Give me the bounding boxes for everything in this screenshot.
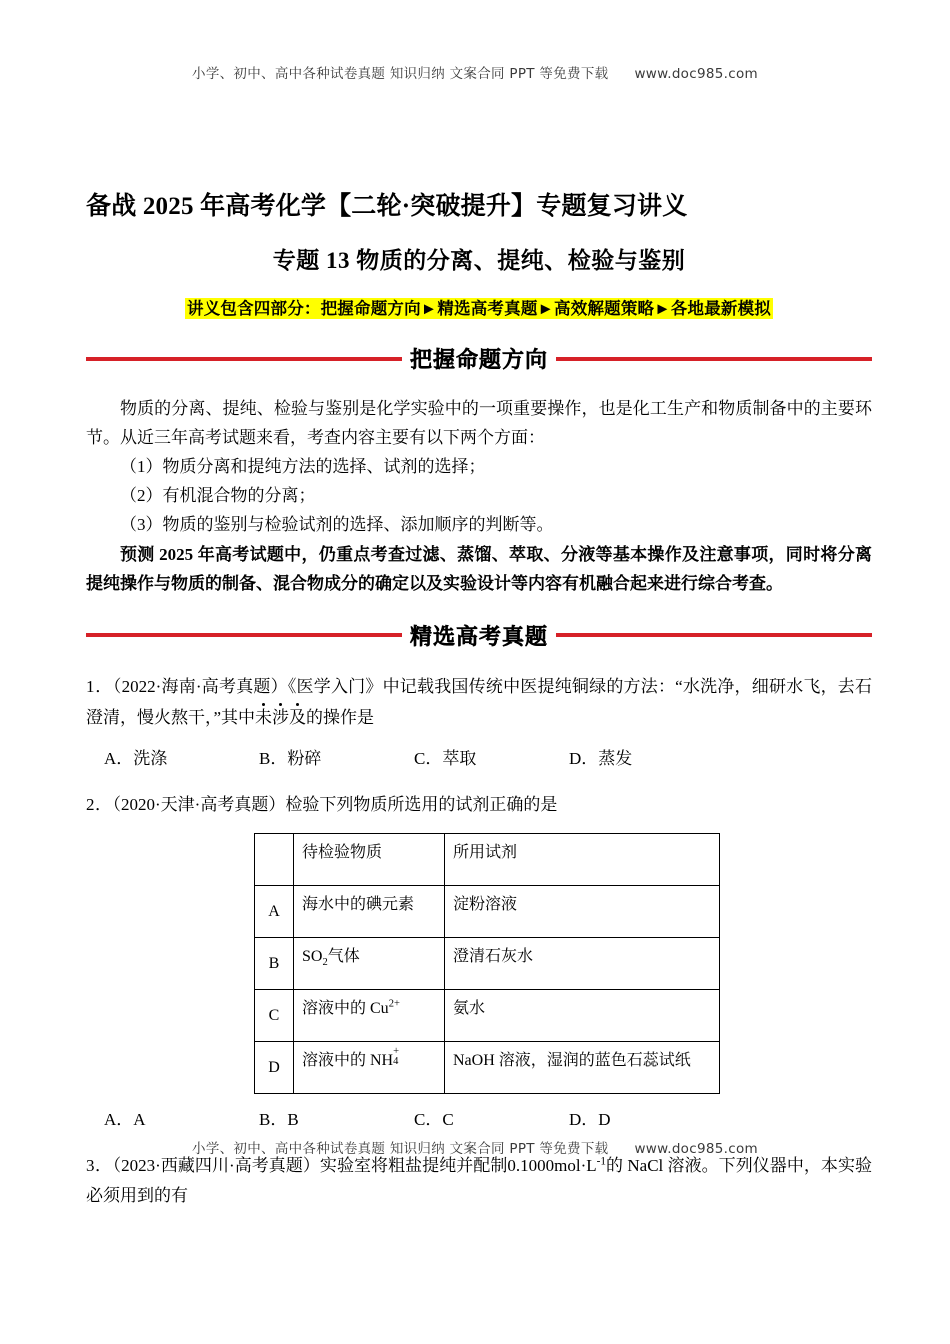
row-label-d: D [255,1041,294,1093]
question-1-options [86,745,872,774]
option-d-text: 蒸发 [598,749,633,769]
option-d-label: D． [569,749,599,769]
table-header-subject: 待检验物质 [294,833,445,885]
question-2-source: （2020·天津·高考真题） [112,795,286,815]
intro-paragraph: 物质的分离、提纯、检验与鉴别是化学实验中的一项重要操作，也是化工生产和物质制备中的主要环节。从近三年高考试题来看，考查内容主要有以下两个方面： [86,398,872,447]
row-label-b: B [255,937,294,989]
question-2-number: 2． [86,795,113,815]
section-banner-label: 把握命题方向 [402,343,556,374]
question-1-number: 1． [86,677,113,697]
running-footer-url: www.doc985.com [634,1141,758,1157]
row-reagent-c: 氨水 [445,989,720,1041]
section-banner-label: 精选高考真题 [402,620,556,651]
option-c-text: 萃取 [442,749,477,769]
row-subject-b-suffix: 气体 [327,947,360,965]
prediction-paragraph: 预测 2025 年高考试题中，仍重点考查过滤、蒸馏、萃取、分液等基本操作及注意事项，同时将分离提纯操作与物质的制备、混合物成分的确定以及实验设计等内容有机融合起来进行综合考查。 [86,544,872,593]
ammonium-subscript: 4 [393,1056,399,1068]
question-3-source: （2023·西藏四川·高考真题） [112,1155,320,1175]
document-title: 备战 2025 年高考化学【二轮·突破提升】专题复习讲义 [86,193,688,220]
question-1-text-after: 的操作是 [306,707,375,727]
table-row [255,885,720,937]
table-row [255,989,720,1041]
row-subject-a: 海水中的碘元素 [294,885,445,937]
question-2-options [86,1106,872,1135]
option-a[interactable] [86,745,259,774]
option-b-text: B [287,1109,299,1129]
option-a-text: A [133,1109,146,1129]
option-d[interactable] [569,745,724,774]
option-c-text: C [442,1109,454,1129]
question-1-stem [86,672,872,733]
table-header-row [255,833,720,885]
question-1 [86,672,872,733]
question-3-number: 3． [86,1155,113,1175]
question-3 [86,1151,872,1212]
row-subject-d-text: 溶液中的 NH [302,1051,394,1069]
question-3-text-part2: 的 NaCl 溶液。下列仪器中，本实验必须用到的有 [86,1155,873,1206]
intro-list-item-2: （2）有机混合物的分离； [120,486,316,506]
question-2-text: 检验下列物质所选用的试剂正确的是 [285,795,558,815]
option-c-label: C． [414,749,443,769]
document-subtitle: 专题 13 物质的分离、提纯、检验与鉴别 [272,247,686,273]
option-d-label: D． [569,1109,599,1129]
highlight-banner-text: 讲义包含四部分：把握命题方向►精选高考真题►高效解题策略►各地最新模拟 [187,298,771,318]
table-header-reagent: 所用试剂 [445,833,720,885]
table-header-blank [255,833,294,885]
option-c-label: C． [414,1109,443,1129]
running-header [0,62,950,82]
question-1-emphasis: 未涉及 [255,707,307,727]
option-a[interactable] [86,1106,259,1135]
ammonium-superscript: + [393,1046,400,1058]
question-3-text-part1: 实验室将粗盐提纯并配制 [319,1155,508,1175]
table-row [255,937,720,989]
row-reagent-b: 澄清石灰水 [445,937,720,989]
question-2-stem [86,790,872,821]
ammonium-charge-cluster [393,1046,400,1072]
highlight-banner [86,297,872,322]
row-subject-b-subscript: 2 [322,957,328,968]
option-c[interactable] [414,1106,569,1135]
intro-list-item-1: （1）物质分离和提纯方法的选择、试剂的选择； [120,456,486,476]
row-subject-c [294,989,445,1041]
running-footer-text: 小学、初中、高中各种试卷真题 知识归纳 文案合同 PPT 等免费下载 [192,1141,609,1157]
question-2-table [254,833,720,1094]
document-content [86,190,872,1212]
intro-list-item-3: （3）物质的鉴别与检验试剂的选择、添加顺序的判断等。 [120,515,554,535]
section-banner-selected-questions [86,614,872,656]
section-banner-exam-direction [86,338,872,380]
option-d[interactable] [569,1106,724,1135]
option-b-label: B． [259,749,288,769]
option-b-text: 粉碎 [287,749,322,769]
row-subject-b-formula: SO [302,947,323,965]
row-label-c: C [255,989,294,1041]
question-3-concentration-exponent: -1 [596,1155,606,1168]
option-d-text: D [598,1109,611,1129]
question-1-source: （2022·海南·高考真题） [112,677,288,697]
option-a-label: A． [104,1109,134,1129]
question-3-concentration: 0.1000mol·L [507,1155,597,1175]
running-header-url: www.doc985.com [634,66,758,82]
question-2 [86,790,872,821]
row-subject-c-superscript: 2+ [388,998,400,1010]
table-row [255,1041,720,1093]
option-a-label: A． [104,749,134,769]
row-subject-b [294,937,445,989]
option-c[interactable] [414,745,569,774]
question-3-stem [86,1151,872,1212]
option-b[interactable] [259,745,414,774]
row-label-a: A [255,885,294,937]
row-reagent-d: NaOH 溶液，湿润的蓝色石蕊试纸 [445,1041,720,1093]
row-subject-d [294,1041,445,1093]
option-a-text: 洗涤 [133,749,168,769]
option-b[interactable] [259,1106,414,1135]
row-subject-c-text: 溶液中的 Cu [302,999,389,1017]
question-1-text-before: 《医学入门》中记载我国传统中医提纯铜绿的方法：“水洗净，细研水飞，去石澄清，慢火熬干，”其中 [86,677,873,727]
running-header-text: 小学、初中、高中各种试卷真题 知识归纳 文案合同 PPT 等免费下载 [192,66,609,82]
running-footer [0,1137,950,1157]
row-reagent-a: 淀粉溶液 [445,885,720,937]
option-b-label: B． [259,1109,288,1129]
